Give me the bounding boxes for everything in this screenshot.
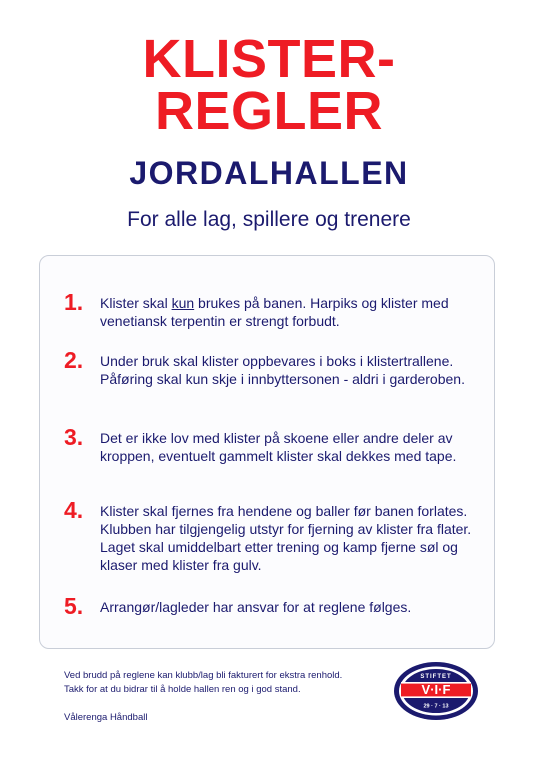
rule-text: Klister skal fjernes fra hendene og baller før banen forlates. Klubben har tilgjengelig utstyr for fjerning av klister fra flater. Laget skal umiddelbart etter trening og kamp fjerne søl og klaser med klister fra gulv.	[100, 503, 472, 573]
badge-initials: V·I·F	[421, 682, 451, 697]
rule-number: 2.	[64, 347, 84, 373]
rule-number: 4.	[64, 497, 84, 523]
rule-text-end: brukes på banen. Harpiks og klister med venetiansk terpentin er strengt forbudt.	[100, 295, 449, 329]
rule-text-start: Klister skal	[100, 295, 172, 311]
rule-text: Under bruk skal klister oppbevares i boks i klistertrallene. Påføring skal kun skje i innbyttersonen - aldri i garderoben.	[100, 353, 465, 387]
rule-text: Det er ikke lov med klister på skoene eller andre deler av kroppen, eventuelt gammelt klister skal dekkes med tape.	[100, 430, 457, 464]
valerenga-badge-icon	[393, 661, 479, 721]
footer-thanks: Takk for at du bidrar til å holde hallen ren og i god stand.	[64, 684, 301, 695]
title-line-2: REGLER	[154, 81, 384, 141]
rule-text: Arrangør/lagleder har ansvar for at reglene følges.	[100, 599, 412, 615]
audience-tagline: For alle lag, spillere og trenere	[127, 208, 411, 231]
venue-subtitle: JORDALHALLEN	[129, 155, 409, 191]
rules-box	[39, 255, 495, 649]
rule-emphasis: kun	[171, 295, 195, 311]
badge-date: 29 · 7 · 13	[423, 703, 449, 710]
rule-number: 1.	[64, 289, 84, 315]
rule-number: 5.	[64, 593, 84, 619]
badge-top-text: STIFTET	[420, 674, 452, 680]
title-line-1: KLISTER-	[142, 29, 396, 89]
rule-text	[100, 294, 490, 330]
rule-number: 3.	[64, 424, 84, 450]
footer-signature: Vålerenga Håndball	[64, 712, 148, 723]
footer-warning: Ved brudd på reglene kan klubb/lag bli fakturert for ekstra renhold.	[64, 670, 343, 681]
